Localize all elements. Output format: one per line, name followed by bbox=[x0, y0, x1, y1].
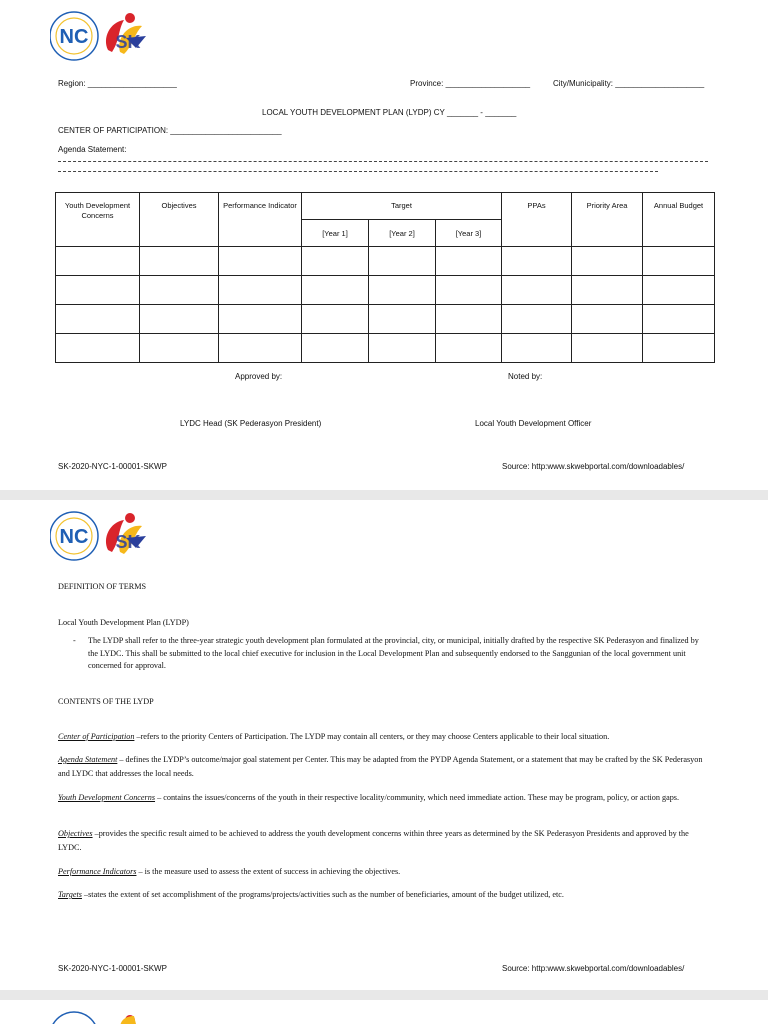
lydp-term-title: Local Youth Development Plan (LYDP) bbox=[58, 618, 189, 627]
page-gap bbox=[0, 490, 768, 500]
region-field: Region: ____________________ bbox=[58, 79, 177, 88]
page-gap bbox=[0, 990, 768, 1000]
term-agenda-statement: Agenda Statement – defines the LYDP’s outcome/major goal statement per Center. This may be adapted from the PYDP Agenda Statement, or a statement that may be crafted by the SK Pederasyon and LYDC that addresses the local needs. bbox=[58, 755, 703, 778]
nyc-seal-icon bbox=[50, 512, 98, 560]
sk-logo-icon bbox=[106, 13, 146, 54]
table-row bbox=[56, 276, 715, 305]
definition-heading: DEFINITION OF TERMS bbox=[58, 582, 147, 591]
city-field: City/Municipality: ____________________ bbox=[553, 79, 705, 88]
lydp-definition: The LYDP shall refer to the three-year strategic youth development plan formulated at the provincial, city, or municipal, initially drafted by the respective SK Pederasyon and finalized by the LYDC. This shall be submitted to the local chief executive for inclusion in the Local Development Plan and subsequently endorsed to the Sanggunian of the local government unit concerned for approval. bbox=[88, 636, 699, 670]
form-title: LOCAL YOUTH DEVELOPMENT PLAN (LYDP) CY _______ - _______ bbox=[262, 108, 517, 117]
svg-text:SK: SK bbox=[115, 32, 141, 52]
term-targets: Targets –states the extent of set accomplishment of the programs/projects/activities such as the number of beneficiaries, amount of the budget utilized, etc. bbox=[58, 890, 564, 899]
nyc-seal-icon bbox=[50, 12, 98, 60]
header-concerns: Youth Development Concerns bbox=[56, 193, 140, 247]
lydp-table bbox=[55, 192, 715, 363]
doc-code: SK-2020-NYC-1-00001-SKWP bbox=[58, 964, 167, 973]
term-youth-development-concerns: Youth Development Concerns – contains the issues/concerns of the youth in their respective locality/community, which need immediate action. These may be program, policy, or action gaps. bbox=[58, 793, 680, 802]
doc-code: SK-2020-NYC-1-00001-SKWP bbox=[58, 462, 167, 471]
noted-by-label: Noted by: bbox=[508, 372, 543, 381]
center-field: CENTER OF PARTICIPATION: _________________________ bbox=[58, 126, 282, 135]
sk-logo-icon bbox=[120, 1015, 136, 1024]
approved-by-label: Approved by: bbox=[235, 372, 283, 381]
page-3 bbox=[0, 1000, 768, 1024]
nyc-sk-logo bbox=[50, 508, 154, 564]
bullet-dash: - bbox=[73, 636, 76, 645]
header-year2: [Year 2] bbox=[369, 220, 436, 247]
page-2 bbox=[0, 500, 768, 990]
province-field: Province: ___________________ bbox=[410, 79, 531, 88]
contents-heading: CONTENTS OF THE LYDP bbox=[58, 697, 154, 706]
agenda-line bbox=[58, 171, 658, 172]
header-objectives: Objectives bbox=[140, 193, 219, 247]
header-indicator: Performance Indicator bbox=[219, 193, 302, 247]
term-center-of-participation: Center of Participation –refers to the priority Centers of Participation. The LYDP may contain all centers, or they may choose Centers applicable to their local situation. bbox=[58, 732, 610, 741]
nyc-seal-icon bbox=[50, 1012, 98, 1024]
source-text: Source: http:www.skwebportal.com/downloadables/ bbox=[502, 964, 685, 973]
table-row bbox=[56, 334, 715, 363]
table-row bbox=[56, 247, 715, 276]
sk-logo-icon bbox=[106, 513, 146, 554]
nyc-sk-logo bbox=[50, 1008, 154, 1024]
header-target: Target bbox=[302, 193, 502, 220]
lydo-signatory: Local Youth Development Officer bbox=[475, 419, 592, 428]
svg-text:NC: NC bbox=[59, 526, 89, 548]
page-1 bbox=[0, 0, 768, 490]
term-objectives: Objectives –provides the specific result aimed to be achieved to address the youth development concerns within three years as determined by the SK Pederasyon Presidents and approved by the LYDC. bbox=[58, 829, 689, 852]
header-priority: Priority Area bbox=[572, 193, 643, 247]
svg-text:NC: NC bbox=[59, 26, 89, 48]
header-year1: [Year 1] bbox=[302, 220, 369, 247]
header-ppas: PPAs bbox=[502, 193, 572, 247]
nyc-sk-logo bbox=[50, 8, 154, 64]
header-year3: [Year 3] bbox=[436, 220, 502, 247]
table-row bbox=[56, 305, 715, 334]
source-text: Source: http:www.skwebportal.com/downloadables/ bbox=[502, 462, 685, 471]
term-performance-indicators: Performance Indicators – is the measure used to assess the extent of success in achieving the objectives. bbox=[58, 867, 401, 876]
header-budget: Annual Budget bbox=[643, 193, 715, 247]
agenda-label: Agenda Statement: bbox=[58, 145, 127, 154]
svg-text:SK: SK bbox=[115, 532, 141, 552]
lydc-head-signatory: LYDC Head (SK Pederasyon President) bbox=[180, 419, 322, 428]
agenda-line bbox=[58, 161, 708, 162]
